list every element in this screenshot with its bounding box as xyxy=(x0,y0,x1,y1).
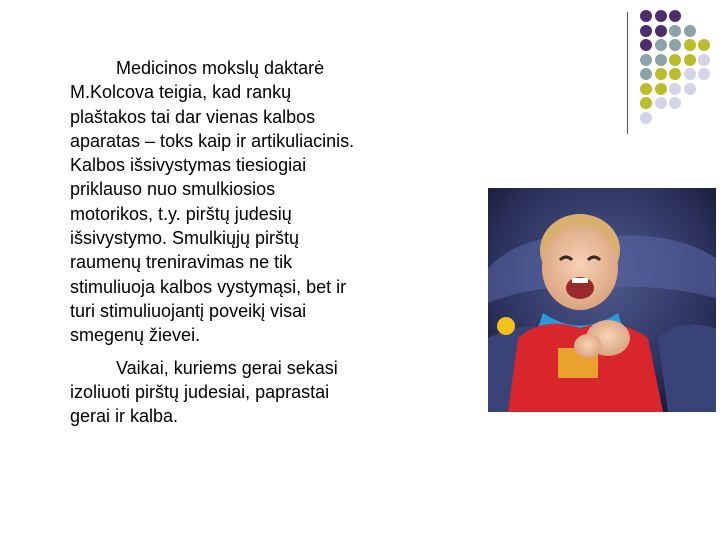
child-photo xyxy=(488,188,716,412)
decorative-dot xyxy=(684,54,696,66)
paragraph-2: Vaikai, kuriems gerai sekasi izoliuoti pirštų judesiai, paprastai gerai ir kalba. xyxy=(70,357,338,427)
decorative-dot xyxy=(655,97,667,109)
child-photo-image xyxy=(488,188,716,412)
decorative-dot xyxy=(640,83,652,95)
decorative-dot xyxy=(655,39,667,51)
decorative-dot xyxy=(698,39,710,51)
decorative-dot xyxy=(655,54,667,66)
decorative-dot xyxy=(655,68,667,80)
body-text xyxy=(70,56,360,428)
decorative-dot xyxy=(640,10,652,22)
decorative-dot xyxy=(669,68,681,80)
decorative-dot xyxy=(684,83,696,95)
decorative-dot xyxy=(655,83,667,95)
decorative-dot xyxy=(655,25,667,37)
decorative-dot xyxy=(684,25,696,37)
decorative-dot xyxy=(640,54,652,66)
decorative-dot xyxy=(669,83,681,95)
decorative-dot xyxy=(669,97,681,109)
decorative-dot xyxy=(669,25,681,37)
decorative-dot xyxy=(640,97,652,109)
decorative-dot xyxy=(640,25,652,37)
decorative-dot xyxy=(640,112,652,124)
decorative-dot xyxy=(669,54,681,66)
decorative-dot xyxy=(655,10,667,22)
decorative-dot xyxy=(698,68,710,80)
paragraph-1: Medicinos mokslų daktarė M.Kolcova teigia, kad rankų plaštakos tai dar vienas kalbos aparatas – toks kaip ir artikuliacinis. Kalbos išsivystymas tiesiogiai priklauso nuo smulkiosios motorikos, t.y. pirštų judesių išsivystymo. Smulkiųjų pirštų raumenų treniravimas ne tik stimuliuoja kalbos vystymąsi, bet ir turi stimuliuojantį poveikį visai smegenų žievei. xyxy=(70,58,355,346)
decorative-dot xyxy=(684,39,696,51)
decorative-dot xyxy=(640,68,652,80)
decorative-dot xyxy=(669,39,681,51)
decorative-dot xyxy=(669,10,681,22)
decorative-dot-grid xyxy=(640,10,720,122)
decorative-dot xyxy=(698,54,710,66)
decorative-dot xyxy=(640,39,652,51)
decorative-divider xyxy=(627,12,628,134)
decorative-dot xyxy=(684,68,696,80)
